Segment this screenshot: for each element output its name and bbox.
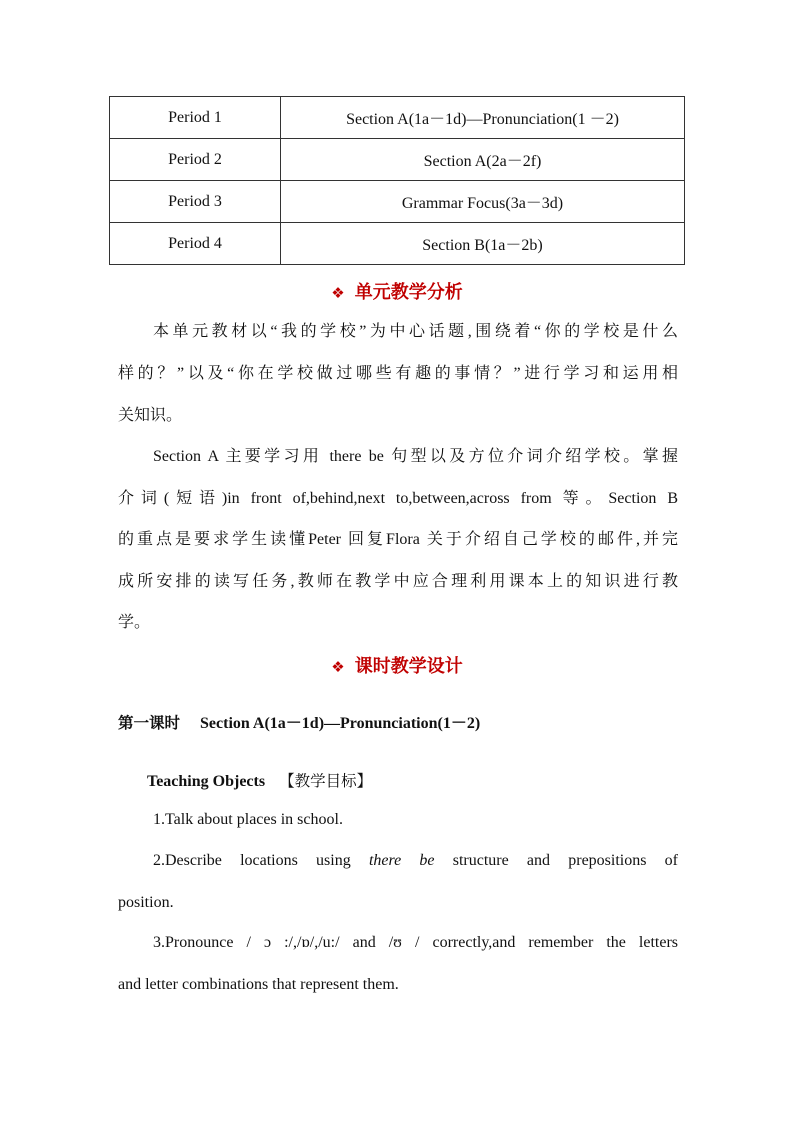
paragraph-line: 关知识。 — [118, 407, 183, 424]
content-cell: Section A(1a－1d)—Pronunciation(1 －2) — [281, 97, 685, 139]
content-cell: Section B(1a－2b) — [281, 223, 685, 265]
lesson-tag: 第一课时 — [118, 714, 181, 732]
section-title: 课时教学设计 — [354, 656, 463, 677]
objectives-heading-cn: 【教学目标】 — [279, 772, 373, 790]
objective-item-2 — [153, 852, 678, 870]
period-cell: Period 1 — [110, 97, 281, 139]
period-cell: Period 2 — [110, 139, 281, 181]
content-cell: Section A(2a－2f) — [281, 139, 685, 181]
paragraph-line: 学。 — [118, 614, 151, 631]
lesson-title — [118, 710, 480, 733]
table-row — [110, 139, 685, 181]
section-heading-unit-analysis — [0, 278, 794, 304]
paragraph-line: 样的？”以及“你在学校做过哪些有趣的事情？”进行学习和运用相 — [118, 365, 678, 382]
section-title: 单元教学分析 — [354, 282, 463, 303]
period-cell: Period 3 — [110, 181, 281, 223]
paragraph-line: 成所安排的读写任务,教师在教学中应合理利用课本上的知识进行教 — [118, 573, 678, 590]
section-heading-lesson-design — [0, 652, 794, 678]
paragraph-line: Section A 主要学习用 there be 句型以及方位介词介绍学校。掌握 — [153, 448, 678, 465]
paragraph-line: 本单元教材以“我的学校”为中心话题,围绕着“你的学校是什么 — [153, 323, 678, 340]
table-row — [110, 181, 685, 223]
objective-item-3: 3.Pronounce / ɔ :/,/ɒ/,/u:/ and /ʊ / correctly,and remember the letters — [153, 934, 678, 951]
content-cell: Grammar Focus(3a－3d) — [281, 181, 685, 223]
table-row — [110, 97, 685, 139]
lesson-section: Section A(1a－1d)—Pronunciation(1－2) — [200, 715, 481, 732]
periods-table — [109, 96, 685, 265]
period-cell: Period 4 — [110, 223, 281, 265]
objective-text: structure and prepositions of — [434, 852, 678, 869]
objective-text: 2.Describe locations using — [153, 852, 369, 869]
paragraph-line: 介词(短语)in front of,behind,next to,between,across from 等。Section B — [118, 490, 678, 507]
objectives-heading — [147, 769, 372, 791]
objectives-heading-en: Teaching Objects — [147, 773, 266, 790]
objective-item-1: 1.Talk about places in school. — [153, 811, 343, 828]
paragraph-line: 的重点是要求学生读懂Peter 回复Flora 关于介绍自己学校的邮件,并完 — [118, 531, 678, 548]
diamond-bullet-icon: ❖ — [331, 284, 345, 302]
diamond-bullet-icon: ❖ — [331, 658, 345, 676]
objective-item-3-continued: and letter combinations that represent them. — [118, 976, 399, 993]
objective-italic-text: there be — [368, 852, 435, 869]
table-row — [110, 223, 685, 265]
objective-item-2-continued: position. — [118, 894, 174, 911]
